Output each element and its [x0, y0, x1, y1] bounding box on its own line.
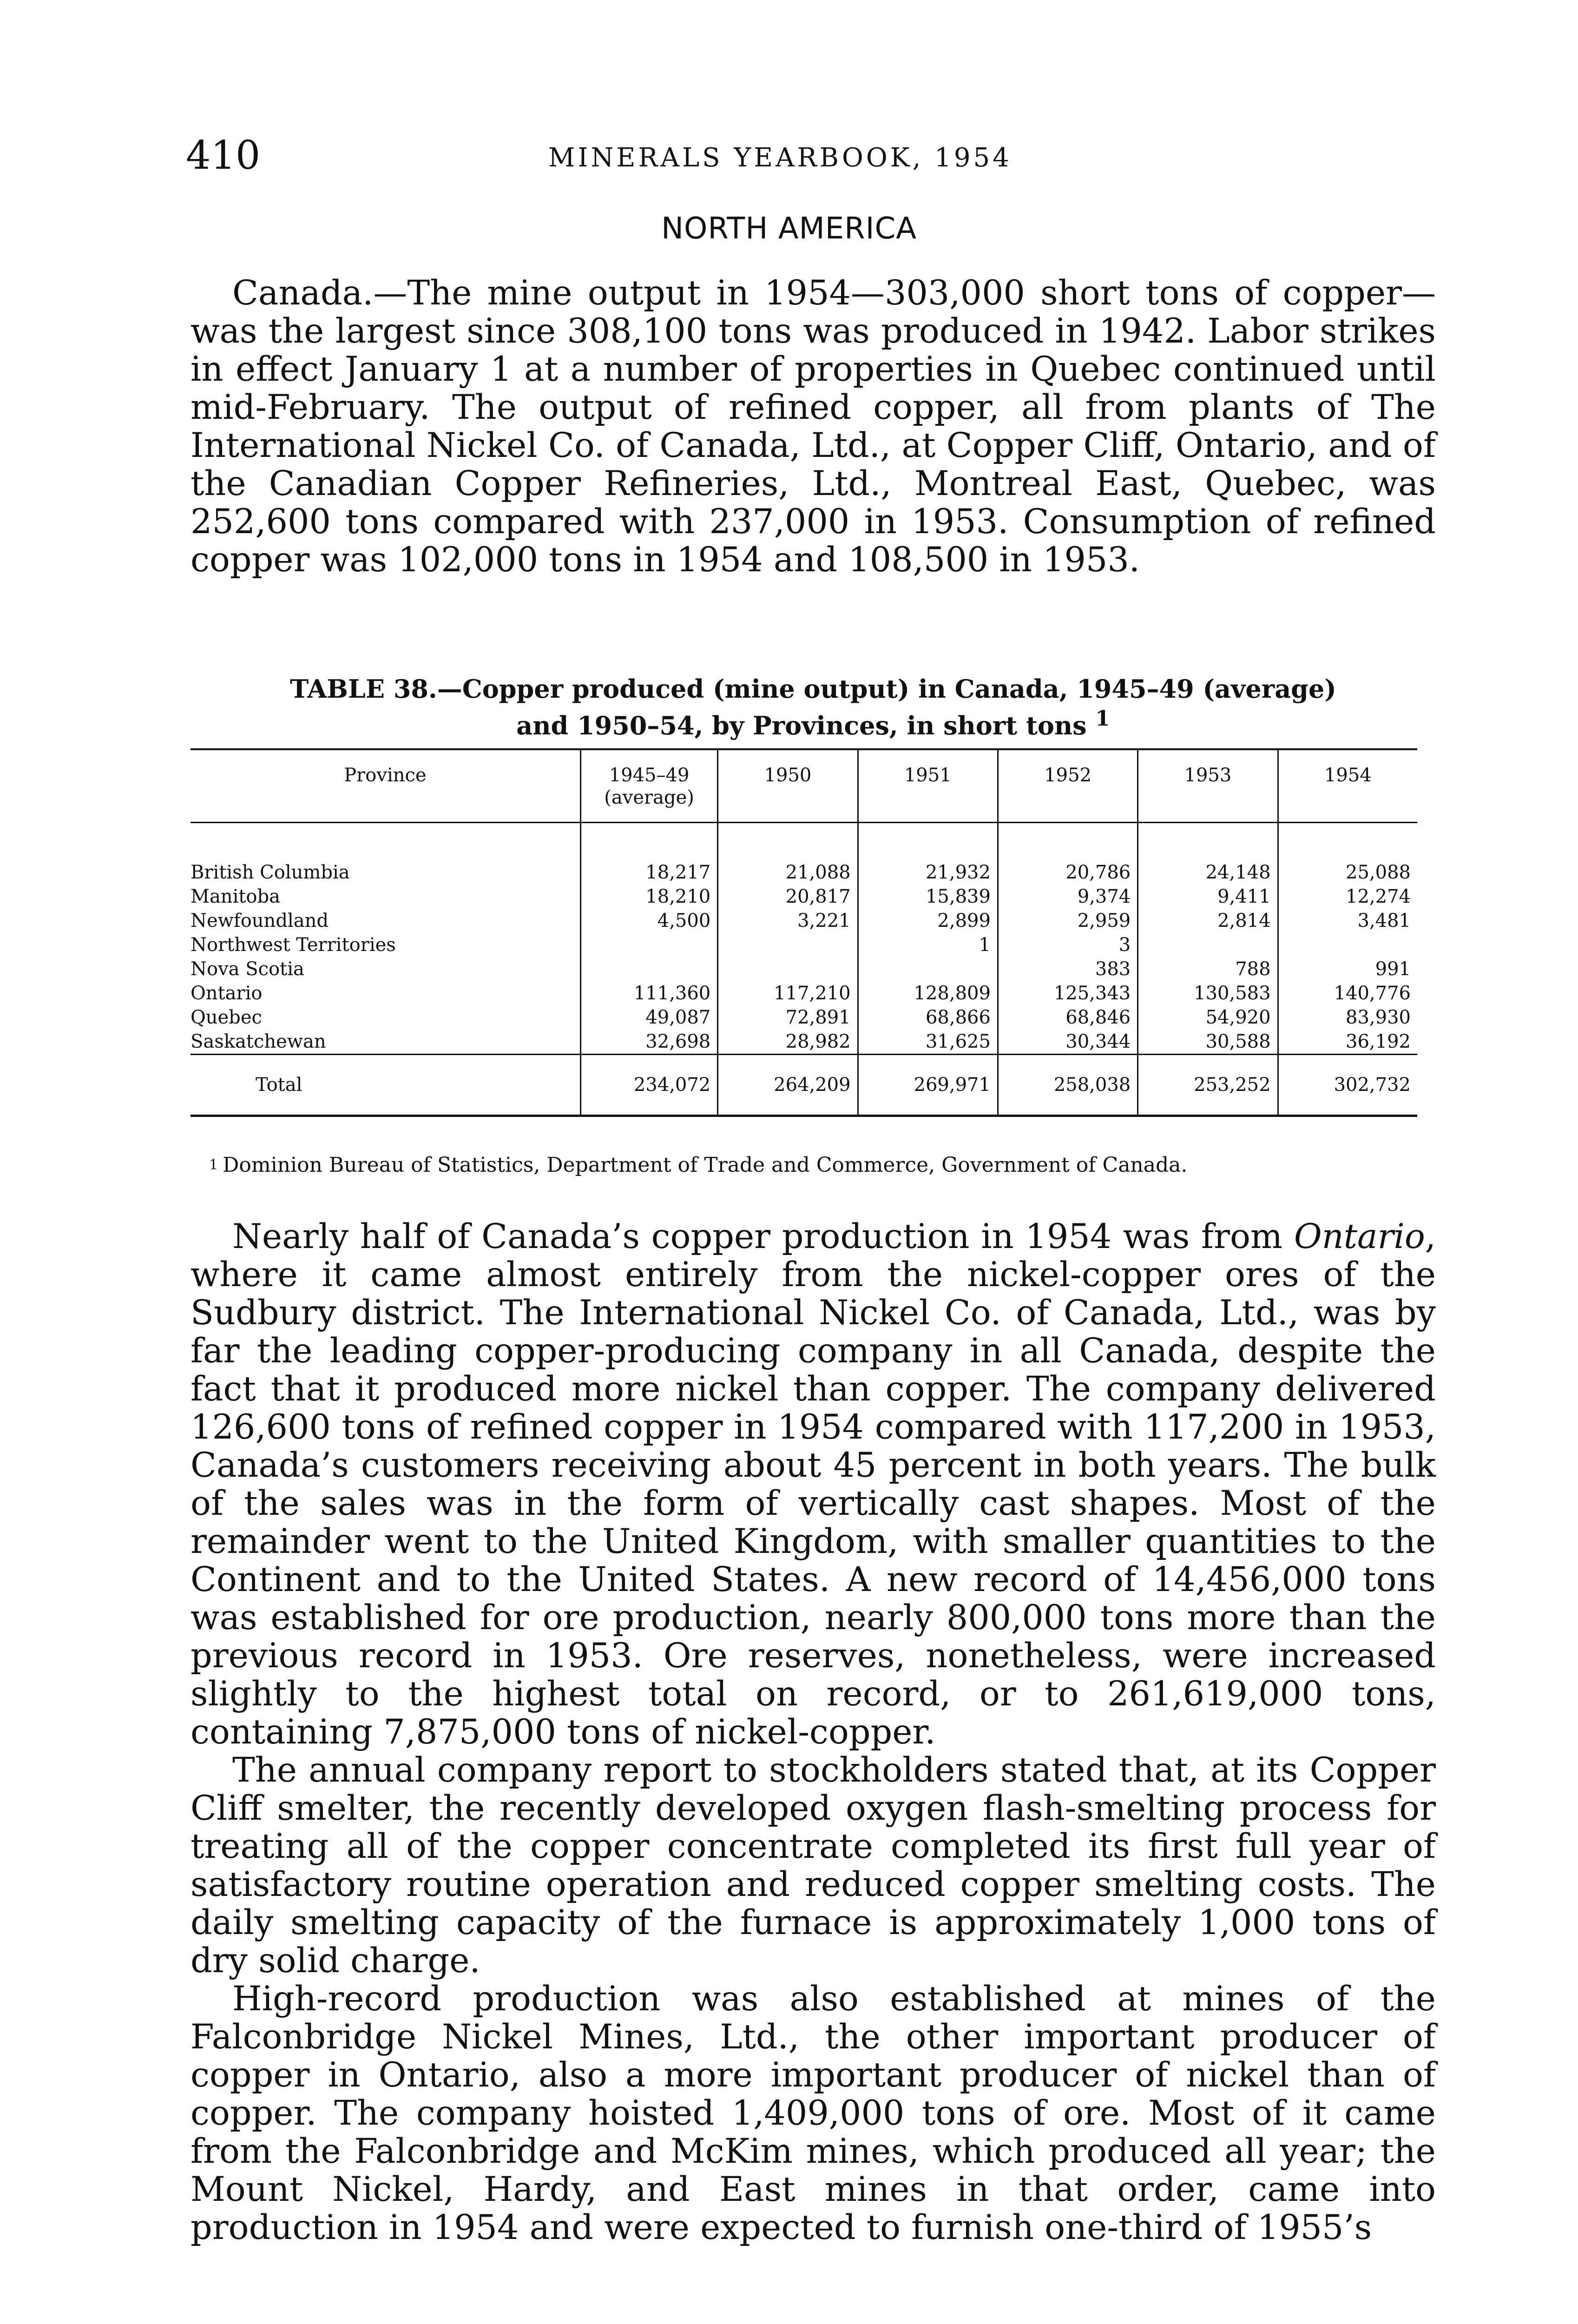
paragraph-falconbridge: High-record production was also established at mines of the Falconbridge Nickel Mines, Ltd., the other important producer of copper in Ontario, also a more important producer of nickel than of copper. The company hoisted 1,409,000 tons of ore. Most of it came from the Falconbridge and McKim mines, which produced all year; the Mount Nickel, Hardy, and East mines in that order, came into production in 1954 and were expected to furnish one-third of 1955’s: [191, 1979, 1436, 2247]
value-cell: 15,839: [858, 885, 998, 909]
value-cell: 68,846: [998, 1005, 1137, 1030]
paragraph-annual-report: The annual company report to stockholders stated that, at its Copper Cliff smelter, the recently developed oxygen flash-smelting process for treating all of the copper concentrate completed its first full year of satisfactory routine operation and reduced copper smelting costs. The daily smelting capacity of the furnace is approximately 1,000 tons of dry solid charge.: [191, 1750, 1436, 1981]
value-cell: 49,087: [580, 1005, 717, 1030]
value-cell: 54,920: [1138, 1005, 1278, 1030]
value-cell: 130,583: [1138, 981, 1278, 1005]
value-cell: 788: [1138, 957, 1278, 981]
value-cell: 3,481: [1278, 909, 1417, 933]
value-cell: 12,274: [1278, 885, 1417, 909]
column-header-1951: 1951: [858, 749, 998, 823]
total-cell: 264,209: [718, 1055, 858, 1116]
table-row: [191, 909, 1417, 933]
value-cell: [580, 957, 717, 981]
paragraph-body: —The mine output in 1954—303,000 short tons of copper—was the largest since 308,100 tons was produced in 1942. Labor strikes in effect January 1 at a number of properties in Quebec continued until mid-February. The output of refined copper, all from plants of The International Nickel Co. of Canada, Ltd., at Copper Cliff, Ontario, and of the Canadian Copper Refineries, Ltd., Montreal East, Quebec, was 252,600 tons compared with 237,000 in 1953. Consumption of refined copper was 102,000 tons in 1954 and 108,500 in 1953.: [191, 273, 1436, 580]
province-cell: Manitoba: [191, 886, 280, 907]
value-cell: 3,221: [718, 909, 858, 933]
value-cell: [718, 957, 858, 981]
table-row: [191, 933, 1417, 957]
value-cell: 2,899: [858, 909, 998, 933]
section-heading: NORTH AMERICA: [661, 211, 917, 246]
paragraph-lead: Canada.: [232, 273, 374, 313]
value-cell: 383: [998, 957, 1137, 981]
table-caption: [191, 674, 1436, 740]
column-header-1952: 1952: [998, 749, 1137, 823]
table-caption-text: and 1950–54, by Provinces, in short tons: [516, 711, 1087, 740]
paragraph-italic-ontario: Ontario: [1294, 1217, 1425, 1256]
value-cell: 1: [858, 933, 998, 957]
province-cell: Newfoundland: [191, 910, 329, 931]
value-cell: 3: [998, 933, 1137, 957]
paragraph-text: Nearly half of Canada’s copper production in 1954 was from: [232, 1217, 1294, 1256]
column-header-1953: 1953: [1138, 749, 1278, 823]
table-row: [191, 885, 1417, 909]
copper-table: [191, 748, 1417, 1117]
value-cell: 36,192: [1278, 1030, 1417, 1055]
total-cell: 302,732: [1278, 1055, 1417, 1116]
table-row: [191, 823, 1417, 885]
table-row: [191, 957, 1417, 981]
page-number: 410: [186, 132, 261, 178]
total-cell: 269,971: [858, 1055, 998, 1116]
value-cell: 20,786: [998, 823, 1137, 885]
column-header-1954: 1954: [1278, 749, 1417, 823]
total-cell: 234,072: [580, 1055, 717, 1116]
province-cell: Saskatchewan: [191, 1031, 326, 1052]
value-cell: 32,698: [580, 1030, 717, 1055]
footnote-text: Dominion Bureau of Statistics, Department of Trade and Commerce, Government of Canada.: [223, 1153, 1188, 1177]
value-cell: 31,625: [858, 1030, 998, 1055]
value-cell: 68,866: [858, 1005, 998, 1030]
table-row: [191, 981, 1417, 1005]
value-cell: 111,360: [580, 981, 717, 1005]
table-caption-line-2: [191, 704, 1436, 740]
value-cell: 128,809: [858, 981, 998, 1005]
table-caption-line-1: TABLE 38.—Copper produced (mine output) in Canada, 1945–49 (average): [290, 674, 1336, 704]
total-cell: 253,252: [1138, 1055, 1278, 1116]
value-cell: 9,374: [998, 885, 1137, 909]
value-cell: 140,776: [1278, 981, 1417, 1005]
value-cell: [718, 933, 858, 957]
value-cell: 72,891: [718, 1005, 858, 1030]
paragraph-ontario: [191, 1218, 1436, 1751]
value-cell: 2,814: [1138, 909, 1278, 933]
column-header-1950: 1950: [718, 749, 858, 823]
running-head: [186, 132, 1394, 184]
value-cell: 991: [1278, 957, 1417, 981]
value-cell: 83,930: [1278, 1005, 1417, 1030]
column-header-1945-49: 1945–49 (average): [580, 749, 717, 823]
total-cell: 258,038: [998, 1055, 1137, 1116]
table-row: [191, 1030, 1417, 1055]
value-cell: [1278, 933, 1417, 957]
value-cell: 24,148: [1138, 823, 1278, 885]
province-cell: British Columbia: [191, 862, 350, 883]
data-table: [191, 748, 1417, 1117]
table-caption-footnote-mark: 1: [1095, 706, 1110, 731]
body-text: [191, 1218, 1436, 2247]
value-cell: 30,588: [1138, 1030, 1278, 1055]
table-row: [191, 1005, 1417, 1030]
value-cell: 25,088: [1278, 823, 1417, 885]
column-header-province: Province: [191, 749, 580, 823]
province-cell: Ontario: [191, 983, 263, 1004]
value-cell: [1138, 933, 1278, 957]
table-header-row: [191, 749, 1417, 823]
province-cell: Quebec: [191, 1007, 262, 1028]
province-cell: Northwest Territories: [191, 934, 396, 956]
value-cell: 18,210: [580, 885, 717, 909]
value-cell: 4,500: [580, 909, 717, 933]
paragraph-canada: [191, 274, 1436, 579]
value-cell: 2,959: [998, 909, 1137, 933]
paragraph-text: , where it came almost entirely from the nickel-copper ores of the Sudbury district. The International Nickel Co. of Canada, Ltd., was by far the leading copper-producing company in all Canada, despite the fact that it produced more nickel than copper. The company delivered 126,600 tons of refined copper in 1954 compared with 117,200 in 1953, Canada’s customers receiving about 45 percent in both years. The bulk of the sales was in the form of vertically cast shapes. Most of the remainder went to the United Kingdom, with smaller quantities to the Continent and to the United States. A new record of 14,456,000 tons was established for ore production, nearly 800,000 tons more than the previous record in 1953. Ore reserves, nonetheless, were increased slightly to the highest total on record, or to 261,619,000 tons, containing 7,875,000 tons of nickel-copper.: [191, 1217, 1436, 1752]
province-cell: Nova Scotia: [191, 958, 304, 980]
value-cell: 9,411: [1138, 885, 1278, 909]
value-cell: 21,088: [718, 823, 858, 885]
value-cell: 20,817: [718, 885, 858, 909]
value-cell: 18,217: [580, 823, 717, 885]
value-cell: 30,344: [998, 1030, 1137, 1055]
value-cell: 28,982: [718, 1030, 858, 1055]
footnote-mark: 1: [209, 1157, 218, 1173]
running-title: MINERALS YEARBOOK, 1954: [548, 143, 1012, 173]
table-footnote: [209, 1153, 1417, 1178]
value-cell: [580, 933, 717, 957]
table-total-row: [191, 1055, 1417, 1116]
total-label: Total: [191, 1055, 580, 1116]
value-cell: [858, 957, 998, 981]
value-cell: 117,210: [718, 981, 858, 1005]
value-cell: 125,343: [998, 981, 1137, 1005]
value-cell: 21,932: [858, 823, 998, 885]
